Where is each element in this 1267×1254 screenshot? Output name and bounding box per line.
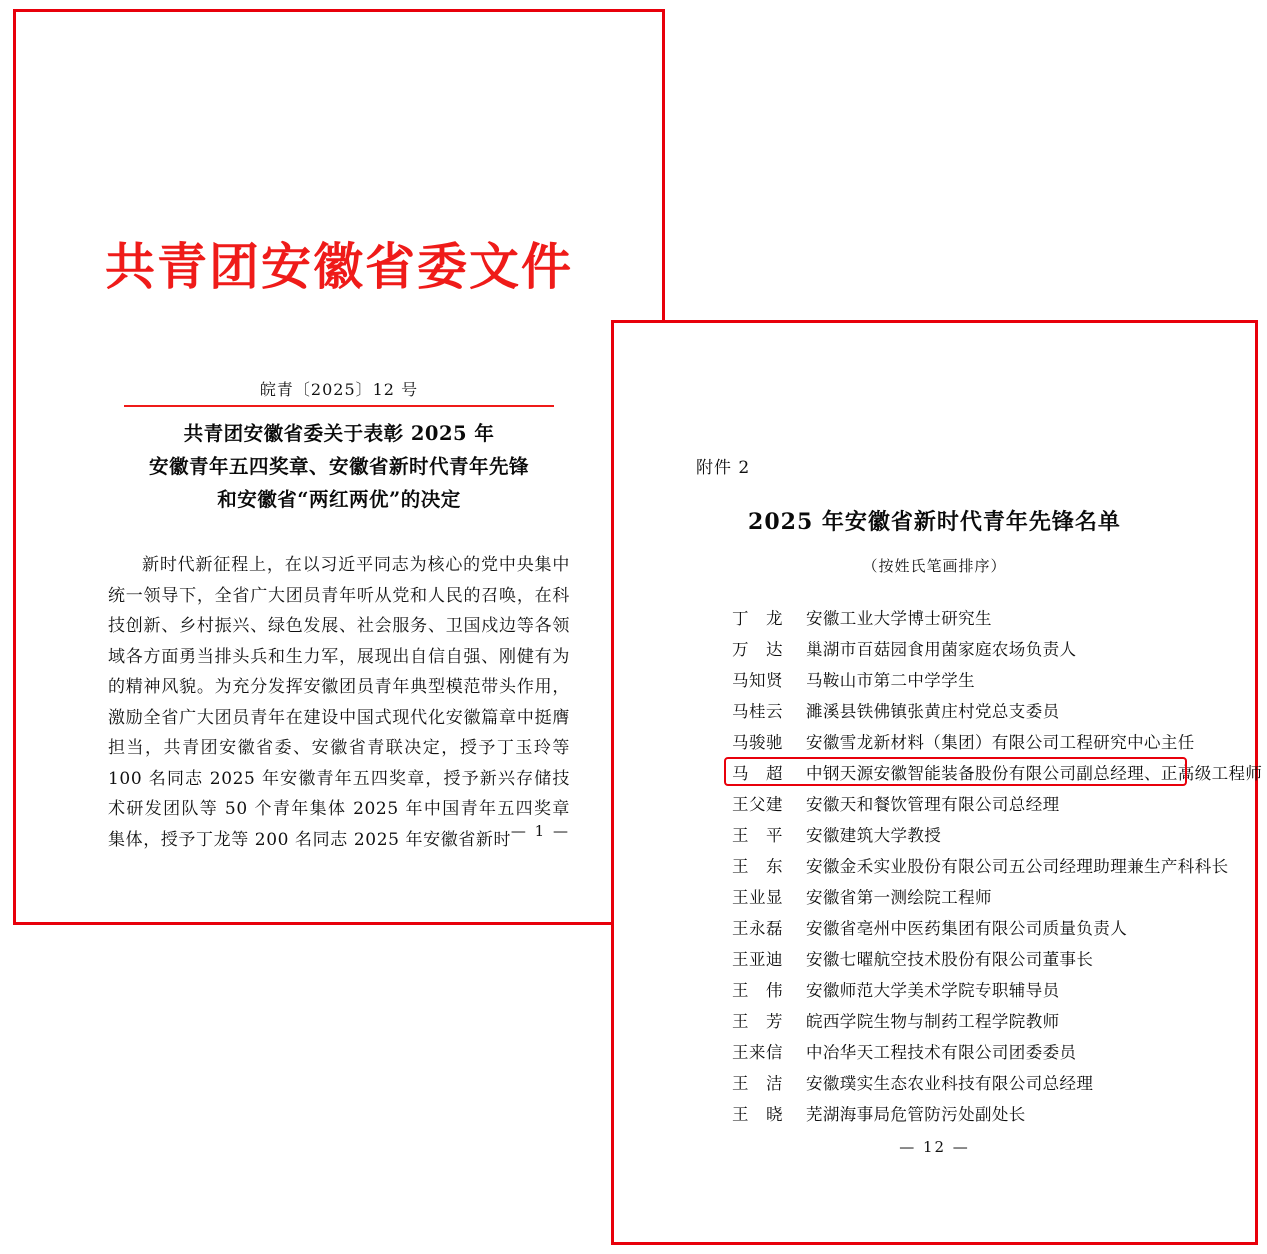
person-name: 马骏驰 [732,732,783,752]
person-name: 王 芳 [732,1011,783,1031]
person-name: 王 伟 [732,980,783,1000]
person-affiliation: 芜湖海事局危管防污处副处长 [806,1104,1026,1124]
list-item [614,756,1263,787]
person-affiliation: 安徽省第一测绘院工程师 [806,887,992,907]
list-item [614,911,1255,942]
document-number: 皖青〔2025〕12 号 [259,380,419,399]
person-name: 王 洁 [732,1073,783,1093]
attachment-label: 附件 2 [696,458,751,478]
document-title-line-2: 安徽青年五四奖章、安徽省新时代青年先锋 [148,455,529,478]
person-name: 丁 龙 [732,608,783,628]
person-name: 马桂云 [732,701,783,721]
document-page-2 [611,320,1263,1245]
person-name: 马知贤 [732,670,783,690]
person-affiliation: 中钢天源安徽智能装备股份有限公司副总经理、正高级工程师 [806,763,1263,783]
list-item [614,787,1255,818]
page-2-number: — 12 — [899,1138,970,1156]
person-affiliation: 安徽璞实生态农业科技有限公司总经理 [806,1073,1094,1093]
person-name: 王亚迪 [732,949,783,969]
person-name: 王父建 [732,794,783,814]
page-1-content [16,12,662,922]
name-list [614,601,1263,1128]
person-affiliation: 安徽建筑大学教授 [806,825,942,845]
person-name: 王 平 [732,825,783,845]
list-title: 2025 年安徽省新时代青年先锋名单 [748,509,1121,535]
document-title-line-3: 和安徽省“两红两优”的决定 [217,488,461,511]
document-page-1 [13,9,665,925]
list-item [614,632,1255,663]
list-item [614,1004,1255,1035]
person-affiliation: 安徽雪龙新材料（集团）有限公司工程研究中心主任 [806,732,1195,752]
masthead-title: 共青团安徽省委文件 [105,238,573,296]
list-item [614,663,1255,694]
document-body-text: 新时代新征程上，在以习近平同志为核心的党中央集中统一领导下，全省广大团员青年听从党和人民的召唤，在科技创新、乡村振兴、绿色发展、社会服务、卫国戍边等各领域各方面勇当排头兵和生力军，展现出自信自强、刚健有为的精神风貌。为充分发挥安徽团员青年典型模范带头作用，激励全省广大团员青年在建设中国式现代化安徽篇章中挺膺担当，共青团安徽省委、安徽省青联决定，授予丁玉玲等 100 名同志 2025 年安徽青年五四奖章，授予新兴存储技术研发团队等 50 个青年集体 2025 年中国青年五四奖章集体，授予丁龙等 200 名同志 2025 年安徽省新时 [108,555,570,850]
list-item [614,1097,1255,1128]
list-item [614,601,1255,632]
person-name: 王 东 [732,856,783,876]
person-affiliation: 安徽师范大学美术学院专职辅导员 [806,980,1060,1000]
person-name: 马 超 [732,763,783,783]
list-item [614,880,1255,911]
person-affiliation: 安徽天和餐饮管理有限公司总经理 [806,794,1060,814]
document-title [106,417,572,516]
person-affiliation: 皖西学院生物与制药工程学院教师 [806,1011,1060,1031]
person-name: 王业显 [732,887,783,907]
list-item [614,1035,1255,1066]
person-name: 王永磊 [732,918,783,938]
page-1-number: — 1 — [510,822,570,840]
list-item [614,942,1255,973]
person-affiliation: 安徽省亳州中医药集团有限公司质量负责人 [806,918,1128,938]
list-item [614,725,1255,756]
document-title-line-1: 共青团安徽省委关于表彰 2025 年 [183,422,495,445]
person-name: 王 晓 [732,1104,783,1124]
person-name: 王来信 [732,1042,783,1062]
person-affiliation: 安徽七曜航空技术股份有限公司董事长 [806,949,1094,969]
person-affiliation: 巢湖市百菇园食用菌家庭农场负责人 [806,639,1077,659]
person-affiliation: 濉溪县铁佛镇张黄庄村党总支委员 [806,701,1060,721]
list-item [614,694,1255,725]
person-affiliation: 中冶华天工程技术有限公司团委委员 [806,1042,1077,1062]
list-item [614,973,1255,1004]
person-name: 万 达 [732,639,783,659]
list-subtitle: （按姓氏笔画排序） [862,557,1007,575]
red-divider-rule [124,405,554,407]
person-affiliation: 安徽工业大学博士研究生 [806,608,992,628]
person-affiliation: 安徽金禾实业股份有限公司五公司经理助理兼生产科科长 [806,856,1229,876]
person-affiliation: 马鞍山市第二中学学生 [806,670,975,690]
list-item [614,849,1255,880]
list-item [614,818,1255,849]
list-item [614,1066,1255,1097]
